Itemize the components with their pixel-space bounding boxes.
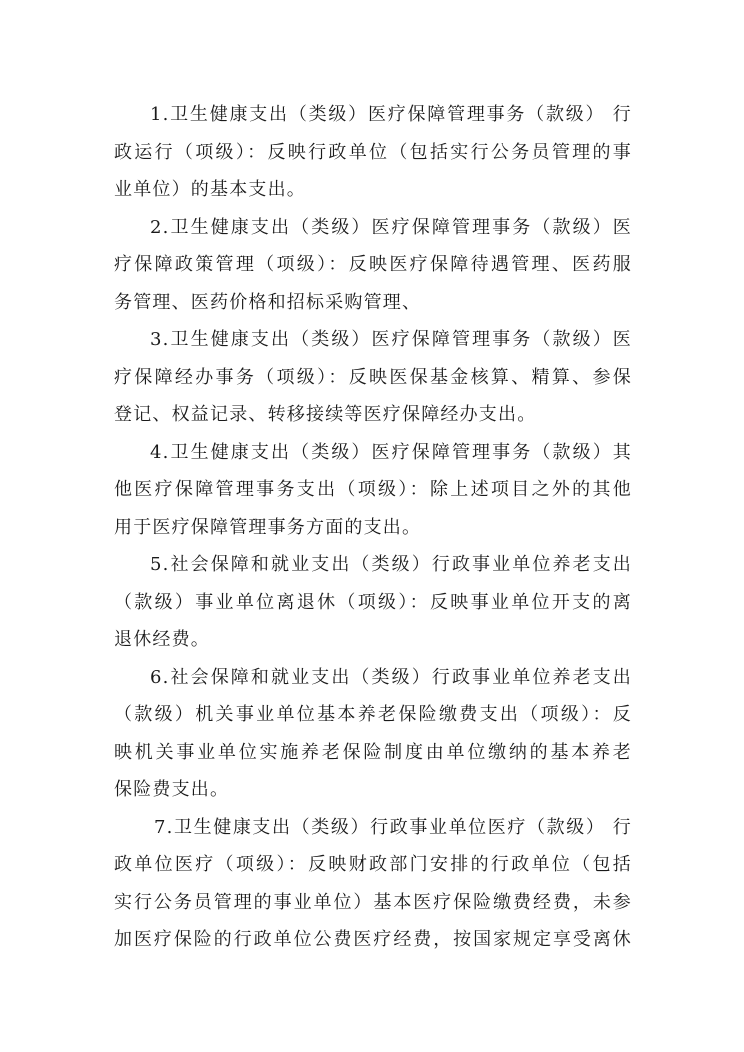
paragraph-line: 登记、权益记录、转移接续等医疗保障经办支出。 xyxy=(114,404,537,425)
paragraph-line: 用于医疗保障管理事务方面的支出。 xyxy=(114,516,422,538)
paragraph-2 xyxy=(114,209,632,322)
paragraph-line: 政运行（项级）：反映行政单位（包括实行公务员管理的事 xyxy=(114,141,632,163)
paragraph-line: （款级）机关事业单位基本养老保险缴费支出（项级）：反 xyxy=(114,704,632,725)
paragraph-7 xyxy=(114,809,632,959)
paragraph-line: 7.卫生健康支出（类级）行政事业单位医疗（款级） 行 xyxy=(154,816,632,838)
paragraph-1 xyxy=(114,96,632,209)
paragraph-line: 疗保障经办事务（项级）：反映医保基金核算、精算、参保 xyxy=(114,366,632,388)
paragraph-line: 3.卫生健康支出（类级）医疗保障管理事务（款级）医 xyxy=(150,329,632,350)
paragraph-line: 2.卫生健康支出（类级）医疗保障管理事务（款级）医 xyxy=(150,216,632,238)
paragraph-line: 实行公务员管理的事业单位）基本医疗保险缴费经费，未参 xyxy=(114,891,632,913)
paragraph-4 xyxy=(114,434,632,547)
paragraph-line: 退休经费。 xyxy=(114,629,210,650)
paragraph-line: 保险费支出。 xyxy=(114,779,230,800)
paragraph-line: 映机关事业单位实施养老保险制度由单位缴纳的基本养老 xyxy=(114,741,632,763)
paragraph-line: 政单位医疗（项级）：反映财政部门安排的行政单位（包括 xyxy=(114,854,632,875)
paragraph-3 xyxy=(114,321,632,434)
paragraph-6 xyxy=(114,659,632,809)
paragraph-line: 5.社会保障和就业支出（类级）行政事业单位养老支出 xyxy=(150,554,632,575)
paragraph-line: 4.卫生健康支出（类级）医疗保障管理事务（款级）其 xyxy=(150,441,632,463)
paragraph-line: 6.社会保障和就业支出（类级）行政事业单位养老支出 xyxy=(150,666,632,688)
paragraph-line: 1.卫生健康支出（类级）医疗保障管理事务（款级） 行 xyxy=(150,104,632,125)
paragraph-line: 业单位）的基本支出。 xyxy=(114,179,306,200)
paragraph-line: 他医疗保障管理事务支出（项级）：除上述项目之外的其他 xyxy=(114,479,632,500)
paragraph-line: （款级）事业单位离退休（项级）：反映事业单位开支的离 xyxy=(114,591,632,613)
paragraph-line: 务管理、医药价格和招标采购管理、 xyxy=(114,291,422,313)
paragraph-line: 加医疗保险的行政单位公费医疗经费，按国家规定享受离休 xyxy=(114,929,632,950)
paragraph-5 xyxy=(114,546,632,659)
paragraph-line: 疗保障政策管理（项级）：反映医疗保障待遇管理、医药服 xyxy=(114,254,632,275)
document-body xyxy=(114,96,632,959)
